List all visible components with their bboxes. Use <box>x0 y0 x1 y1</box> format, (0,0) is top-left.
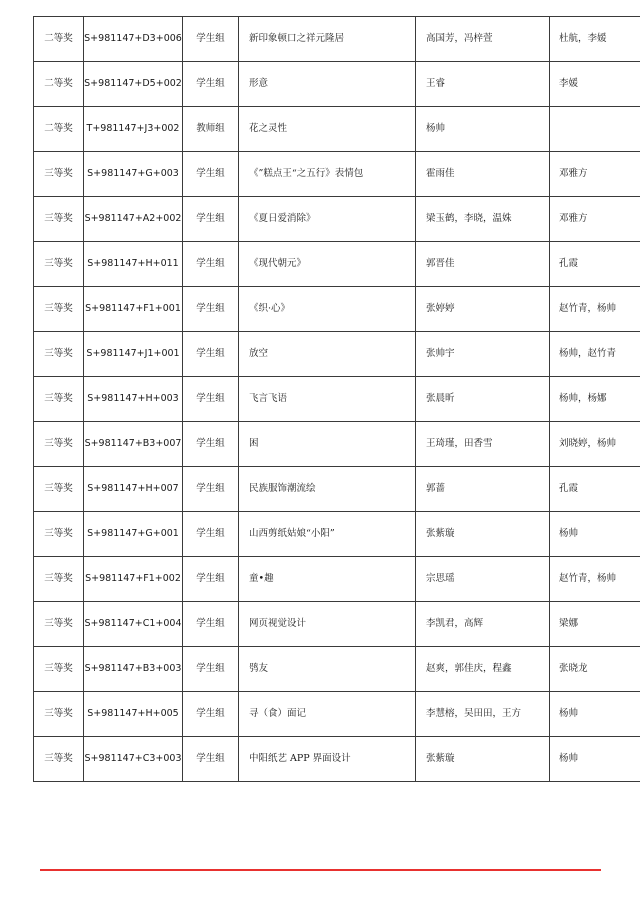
prize-cell: 三等奖 <box>34 602 84 647</box>
table-row <box>34 152 640 197</box>
table-row <box>34 737 640 782</box>
prize-cell: 三等奖 <box>34 152 84 197</box>
authors-cell: 杨帅 <box>416 107 550 152</box>
entry-code-cell: S+981147+H+007 <box>84 467 183 512</box>
work-title-cell: 民族服饰潮流绘 <box>239 467 416 512</box>
group-cell: 学生组 <box>183 647 239 692</box>
table-row <box>34 242 640 287</box>
entry-code-cell: S+981147+H+005 <box>84 692 183 737</box>
teacher-cell: 孔霞 <box>550 467 640 512</box>
prize-cell: 三等奖 <box>34 557 84 602</box>
entry-code-cell: S+981147+C1+004 <box>84 602 183 647</box>
award-table-body <box>34 17 640 782</box>
prize-cell: 三等奖 <box>34 647 84 692</box>
group-cell: 教师组 <box>183 107 239 152</box>
teacher-cell: 杨帅，赵竹青 <box>550 332 640 377</box>
work-title-cell: 网页视觉设计 <box>239 602 416 647</box>
authors-cell: 宗思瑶 <box>416 557 550 602</box>
group-cell: 学生组 <box>183 557 239 602</box>
entry-code-cell: S+981147+F1+002 <box>84 557 183 602</box>
award-table <box>33 16 640 782</box>
prize-cell: 三等奖 <box>34 737 84 782</box>
work-title-cell: 山西剪纸姑娘“小阳” <box>239 512 416 557</box>
group-cell: 学生组 <box>183 512 239 557</box>
teacher-cell: 孔霞 <box>550 242 640 287</box>
work-title-cell: 《现代朝元》 <box>239 242 416 287</box>
entry-code-cell: S+981147+G+001 <box>84 512 183 557</box>
authors-cell: 高国芳，冯梓萱 <box>416 17 550 62</box>
teacher-cell: 杨帅 <box>550 737 640 782</box>
entry-code-cell: S+981147+C3+003 <box>84 737 183 782</box>
work-title-cell: 新印象顿口之祥元隆居 <box>239 17 416 62</box>
group-cell: 学生组 <box>183 467 239 512</box>
table-row <box>34 332 640 377</box>
prize-cell: 三等奖 <box>34 512 84 557</box>
footer-red-rule <box>40 869 601 871</box>
table-row <box>34 197 640 242</box>
teacher-cell: 张晓龙 <box>550 647 640 692</box>
work-title-cell: 鸮友 <box>239 647 416 692</box>
group-cell: 学生组 <box>183 602 239 647</box>
prize-cell: 三等奖 <box>34 692 84 737</box>
group-cell: 学生组 <box>183 197 239 242</box>
group-cell: 学生组 <box>183 287 239 332</box>
authors-cell: 王琦瑾，田香雪 <box>416 422 550 467</box>
teacher-cell: 杜航，李媛 <box>550 17 640 62</box>
work-title-cell: 《织·心》 <box>239 287 416 332</box>
work-title-cell: 放空 <box>239 332 416 377</box>
authors-cell: 张帅宇 <box>416 332 550 377</box>
group-cell: 学生组 <box>183 332 239 377</box>
table-row <box>34 647 640 692</box>
authors-cell: 赵爽，郭佳庆，程鑫 <box>416 647 550 692</box>
table-row <box>34 422 640 467</box>
prize-cell: 三等奖 <box>34 377 84 422</box>
entry-code-cell: S+981147+B3+003 <box>84 647 183 692</box>
work-title-cell: 寻（食）面记 <box>239 692 416 737</box>
entry-code-cell: S+981147+H+011 <box>84 242 183 287</box>
table-row <box>34 377 640 422</box>
table-row <box>34 62 640 107</box>
table-row <box>34 602 640 647</box>
prize-cell: 二等奖 <box>34 107 84 152</box>
teacher-cell: 赵竹青，杨帅 <box>550 287 640 332</box>
table-row <box>34 512 640 557</box>
entry-code-cell: S+981147+F1+001 <box>84 287 183 332</box>
entry-code-cell: S+981147+A2+002 <box>84 197 183 242</box>
group-cell: 学生组 <box>183 377 239 422</box>
entry-code-cell: S+981147+J1+001 <box>84 332 183 377</box>
group-cell: 学生组 <box>183 422 239 467</box>
work-title-cell: 困 <box>239 422 416 467</box>
table-row <box>34 107 640 152</box>
group-cell: 学生组 <box>183 62 239 107</box>
table-row <box>34 692 640 737</box>
prize-cell: 三等奖 <box>34 422 84 467</box>
authors-cell: 李慧榕，吴田田，王方 <box>416 692 550 737</box>
table-row <box>34 287 640 332</box>
prize-cell: 三等奖 <box>34 287 84 332</box>
prize-cell: 二等奖 <box>34 62 84 107</box>
work-title-cell: 《”糕点王“之五行》表情包 <box>239 152 416 197</box>
entry-code-cell: S+981147+G+003 <box>84 152 183 197</box>
teacher-cell: 邓雅方 <box>550 197 640 242</box>
group-cell: 学生组 <box>183 152 239 197</box>
authors-cell: 李凯君，高辉 <box>416 602 550 647</box>
work-title-cell: 花之灵性 <box>239 107 416 152</box>
table-row <box>34 17 640 62</box>
authors-cell: 张紫璇 <box>416 737 550 782</box>
authors-cell: 王睿 <box>416 62 550 107</box>
authors-cell: 张晨昕 <box>416 377 550 422</box>
authors-cell: 张紫璇 <box>416 512 550 557</box>
teacher-cell: 刘晓婷，杨帅 <box>550 422 640 467</box>
authors-cell: 霍雨佳 <box>416 152 550 197</box>
teacher-cell: 邓雅方 <box>550 152 640 197</box>
teacher-cell: 杨帅 <box>550 692 640 737</box>
group-cell: 学生组 <box>183 737 239 782</box>
prize-cell: 三等奖 <box>34 332 84 377</box>
prize-cell: 三等奖 <box>34 467 84 512</box>
work-title-cell: 《夏日爱消除》 <box>239 197 416 242</box>
authors-cell: 郭晋佳 <box>416 242 550 287</box>
prize-cell: 二等奖 <box>34 17 84 62</box>
teacher-cell: 杨帅 <box>550 512 640 557</box>
teacher-cell <box>550 107 640 152</box>
authors-cell: 梁玉鹤，李晓，温姝 <box>416 197 550 242</box>
group-cell: 学生组 <box>183 242 239 287</box>
teacher-cell: 赵竹青，杨帅 <box>550 557 640 602</box>
entry-code-cell: T+981147+J3+002 <box>84 107 183 152</box>
work-title-cell: 飞言飞语 <box>239 377 416 422</box>
teacher-cell: 梁娜 <box>550 602 640 647</box>
teacher-cell: 李媛 <box>550 62 640 107</box>
prize-cell: 三等奖 <box>34 197 84 242</box>
prize-cell: 三等奖 <box>34 242 84 287</box>
authors-cell: 张婷婷 <box>416 287 550 332</box>
group-cell: 学生组 <box>183 692 239 737</box>
work-title-cell: 中阳纸艺 APP 界面设计 <box>239 737 416 782</box>
authors-cell: 郭蔷 <box>416 467 550 512</box>
table-row <box>34 557 640 602</box>
table-row <box>34 467 640 512</box>
group-cell: 学生组 <box>183 17 239 62</box>
entry-code-cell: S+981147+D3+006 <box>84 17 183 62</box>
entry-code-cell: S+981147+D5+002 <box>84 62 183 107</box>
work-title-cell: 童•趣 <box>239 557 416 602</box>
entry-code-cell: S+981147+B3+007 <box>84 422 183 467</box>
teacher-cell: 杨帅，杨娜 <box>550 377 640 422</box>
work-title-cell: 形意 <box>239 62 416 107</box>
entry-code-cell: S+981147+H+003 <box>84 377 183 422</box>
